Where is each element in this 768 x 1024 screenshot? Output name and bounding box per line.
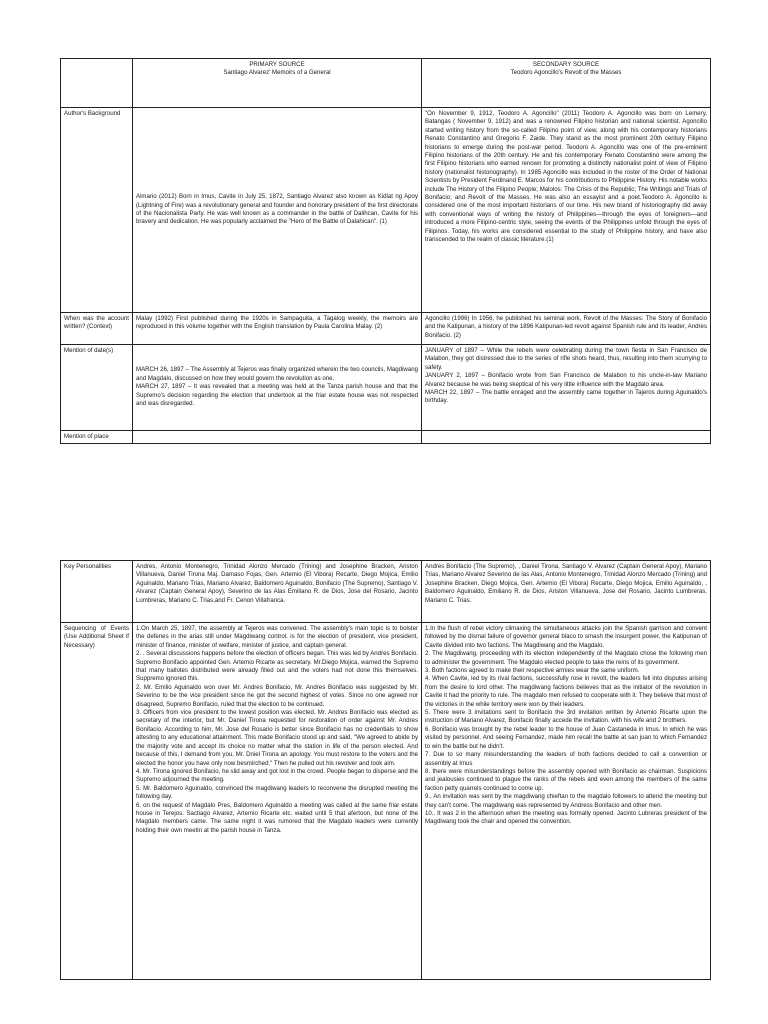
- secondary-source-subtitle: Teodoro Agoncillo's Revolt of the Masses: [510, 69, 622, 77]
- event-entry: 9.. An invitation was sent by the magdiwang chieftan to the magdalo followers to attend the meeting but they can't come. The magdiwang was represented by Andress Bonifacio and other men.: [425, 793, 707, 809]
- personalities-primary-cell: Andres, Antonio Montenegro, Trinidad Alonzo Mercado (Trining) and Josephine Bracken, Ariston Villanueva, Daniel Tirona Maj. Damaso Fojas, Gen. Artemio (El Vibora) Recarte, Diego Mojica, Emilio Aguinaldo, Mariano Trias, Mariano Alvarez, Baldomero Aguinaldo, Bonifacio (The Supremo), Santiago V. Alvarez (Captain General Apoy), Severino de las Alas Emiliano R. de Dios, Jose del Rosario, Jacinto Lumbreras, Mariano C. Trias,and Fr. Cenon Villafranca.: [133, 561, 422, 623]
- event-entry: 4. Mr. Tirona ignored Bonifacio, he slid away and got lost in the crowd. People began to disperse and the Supremo adjourned the meeting.: [136, 767, 418, 784]
- event-entry: 6. Bonifacio was brought by the rebel leader to the house of Juan Castaneda in Imus. In which he was visited by personnel. And seeing Fernandez, made him recall the battle at san juan to which Fernandez to win the battle but he didn't.: [425, 725, 707, 750]
- row-label-place: Mention of place: [61, 431, 133, 444]
- event-entry: 5. There were 3 invitations sent to Bonifacio the 3rd invitation written by Artemio Ricarte upon the instruction of Mariano Alvarez, Bonifacio finally accede the invitation. with his wife and 2 brothers.: [425, 709, 707, 725]
- date-entry: JANUARY of 1897 – While the rebels were celebrating during the town fiesta in San Francisco de Malabon, they got distressed due to the series of rifle shots heard, thus, resulting into them scurrying to safety.: [425, 347, 707, 371]
- event-entry: 1.In the flush of rebel victory climaxing the simultaneous attacks join the Spanish garrison and convent followed by the dismal failure of governor general blaco to smash the insurgent power, the Katipunan of Cavite divided into two factions. The Magdiwang and the Magdalo.: [425, 625, 707, 649]
- source-comparison-table-top: [60, 58, 711, 444]
- author-primary-cell: Almario (2012) Born in Imus, Cavite in July 25, 1872, Santiago Alvarez also known as Kidlat ng Apoy (Lightning of Fire) was a revolutionary general and founder and honorary president of the first directorate of the Nacionalista Party. He was well known as a commander in the battle of Dalihcan, Cavite for his bravery and dedication. He was popularly acclaimed the "Hero of the Battle of Dalahican". (1): [133, 108, 422, 313]
- place-primary-cell: [133, 431, 422, 444]
- row-label-sequencing: Sequencing of Events (Use Additional Sheet if Necessary): [61, 623, 133, 980]
- personalities-secondary-cell: Andres Bonifacio (The Supremo), , Daniel Tirona, Santiago V. Alvarez (Captain General Apoy), Mariano Trias, Mariano Alvarez Severino de las Alas, Antonio Montenegro, Trinidad Alonzo Mercado (Trining) and Josephine Bracken, Diego Mojica, Gen. Artemio (El Vibora) Recarte, Diego Mojica, Emilio Aguinaldo, , Baldomero Aguinaldo, Emiliano R. de Dios, Ariston Villanueva, Jose del Rosario, Jacinto Lumbreras, Mariano C. Trias.: [422, 561, 711, 623]
- primary-source-header: [133, 59, 422, 108]
- dates-secondary-cell: [422, 345, 711, 431]
- event-entry: 4. When Cavite, led by its rival factions, successfully rose in revolt, the leaders fell into disputes arising from the desire to lord other. The magdiwang factions believes that as the initiator of the revolution in Cavite it had the priority to rule. The magdalo men refused to cooperate with it. They believe that most of the victories in the while territory were won by their leaders.: [425, 675, 707, 708]
- date-entry: MARCH 22, 1897 – The battle enraged and the assembly came together in Tajeros during Aguinaldo's birthday.: [425, 389, 707, 405]
- context-row: [61, 313, 711, 345]
- secondary-source-header: [422, 59, 711, 108]
- corner-cell: [61, 59, 133, 108]
- place-secondary-cell: [422, 431, 711, 444]
- context-primary-cell: Malay (1992) First published during the 1920s in Sampaguita, a Tagalog weekly, the memoirs are reproduced in this volume together with the English translation by Paula Carolina Malay. (2): [133, 313, 422, 345]
- event-entry: 3. Officers from vice president to the lowest position was elected. Mr. Andres Bonifacio was elected as secretary of the interior, but Mr. Daniel Tirona requested for restoration of order against Mr. Andres Bonifacio. According to him, Mr. Jose del Rosario is better since Bonifacio has no credentials to show attesting to any educational attainment. This made Bonifacio stood up and said, "We agreed to abide by the majority vote and accept its choice no matter what the station in life of the person elected. And because of this, I demand from you, Mr. Dniel Tirona an apology. You must restore to the voters and the elected the honor you have only now besmirched." Then he pulled out his revolver and took aim.: [136, 709, 418, 767]
- date-entry: MARCH 26, 1897 – The Assembly at Tejeros was finally organized wherein the two councils, Magdiwang and Magdalo, discussed on how they would govern the revolution as one.: [136, 366, 418, 382]
- author-secondary-cell: "On November 9, 1912, Teodoro A. Agoncillo" (2011) Teodoro A. Agoncillo was born on Lemery, Batangas ( November 9, 1912) and was a renowned Filipino historian and national scientist. Agoncillo started writing history from the so-called Filipino point of view, along with his contemporary historians Renato Constantino and Gregorio F. Zaide. They stand as the most prominent 20th century Filipino historians to emerge during the post-war period. Teodoro A. Agoncillo was one of the pre-eminent Filipino historians of the 20th century. He and his contemporary Renato Constantino were among the first Filipino historians who earned renown for promoting a distinctly nationalist point of view of Filipino history (nationalist historiography). In 1985 Agoncillo was included in the roster of the Order of National Scientists by President Ferdinand E. Marcos for his contributions to Philippine History. His notable works include The History of the Filipino People; Malolos: The Crisis of the Republic; The Writings and Trials of Bonifacio; and Revolt of the Masses. He was also an essayist and a poet.Teodoro A. Agoncillo is considered one of the most important historians of our time. His new brand of historiography did away with conventional ways of writing the history of Philippines—through the eyes of foreigners—and introduced a more Filipino-centric style, seeing the events of the Philippines unfold through the eyes of Filipinos. Today, his works are considered essential to the study of Philippine history, and have also transcended to the realm of classic literature.(1): [422, 108, 711, 313]
- event-entry: 10.. It was 2 in the afternoon when the meeting was formally opened. Jacinto Lubreras president of the Magdiwang took the chair and opened the convention.: [425, 809, 707, 826]
- key-personalities-row: [61, 561, 711, 623]
- context-secondary-cell: Agoncillo (1996) In 1956, he published his seminal work, Revolt of the Masses: The Story of Bonifacio and the Katipunan, a history of the 1896 Katipunan-led revolt against Spanish rule and its leader, Andres Bonifacio. (2): [422, 313, 711, 345]
- sequencing-secondary-cell: [422, 623, 711, 980]
- sequencing-row: [61, 623, 711, 980]
- event-entry: 6. on the request of Magdalo Pres, Baldomero Aguinaldo a meeting was called at the same friar estate house in Terejos. Sactiago Alvarez, Artemio Ricarte etc. waited until 5 that afertoon, but none of the Magdalo members came. The same night it was rumored that the Magdalo leaders were currently holding their own meetin at the parish house in Tanza.: [136, 801, 418, 834]
- author-background-row: [61, 108, 711, 313]
- header-row: [61, 59, 711, 108]
- sequencing-primary-cell: [133, 623, 422, 980]
- row-label-dates: Mention of date(s): [61, 345, 133, 431]
- event-entry: 1.On March 25, 1897, the assembly at Tejeros was convened. The assembly's main topic is to bolster the defenes in the arias still under Magdiwang control. is for the election of president, vice president, minister of finance, minister of welfare, minister of justice, and captain general.: [136, 625, 418, 649]
- primary-source-title: PRIMARY SOURCE: [249, 61, 305, 68]
- place-row: [61, 431, 711, 444]
- dates-row: [61, 345, 711, 431]
- event-entry: 5. Mr. Baldomero Aguinaldo, convinced the magdiwang leaders to reconvene the disrupted meeting the following day.: [136, 784, 418, 801]
- date-entry: MARCH 27, 1897 – It was revealed that a meeting was held at the Tanza parish house and that the Supremo's decision regarding the election that undertook at the friar estate house was not respected and was disregarded.: [136, 383, 418, 408]
- source-comparison-table-bottom: [60, 560, 711, 980]
- row-label-context: When was the account written? (Context): [61, 313, 133, 345]
- event-entry: 2. . Several discussions happens before the election of officers began. This was led by Andres Bonifacio. Supremo Bonifacio appointed Gen. Artemio Ricarte as secretary. Mr.Diego Mojica, warned the Supremo that many ballotes distributed were already filled out and the voters had not done this themselves. Suppremo ignored this.: [136, 650, 418, 683]
- dates-primary-cell: [133, 345, 422, 431]
- secondary-source-title: SECONDARY SOURCE: [532, 61, 600, 68]
- event-entry: 2. Mr. Emilio Aguinaldo won over Mr. Andres Bonifacio, Mr. Andres Bonifacio was suggested by Mr. Severino to be the vice president since he got the second highest of votes. Since no one agreed nor disagreed, Supremo Bonifacio, ruled that the election to be continued.: [136, 683, 418, 708]
- event-entry: 8. there were misunderstandings before the assembly opened with Bonifacio as chairman. Suspicions and jealousies continued to plague the ranks of the rebels and even among the members of the same faction petty quarrels continued to come up.: [425, 767, 707, 792]
- date-entry: JANUARY 2, 1897 – Bonifacio wrote from San Francisco de Malabon to his uncle-in-law Mariano Alvarez because he was being skeptical of his very little influence with the Magdalo area.: [425, 372, 707, 388]
- event-entry: 3. Both factions agreed to make their respective armies wear the same uniform.: [425, 667, 640, 675]
- event-entry: 2. The Magdiwang, proceeding with its election independently of the Magdalo chose the following men to administer the government. The Magdalo elected people to take the reins of its government.: [425, 650, 707, 666]
- event-entry: 7. Due to so many misunderstanding the leaders of both factions decided to call a convention or assembly at Imus: [425, 751, 707, 767]
- row-label-key-personalities: Key Personalities: [61, 561, 133, 623]
- primary-source-subtitle: Santiago Alvarez' Memoirs of a General: [223, 69, 331, 77]
- row-label-author: Author's Background: [61, 108, 133, 313]
